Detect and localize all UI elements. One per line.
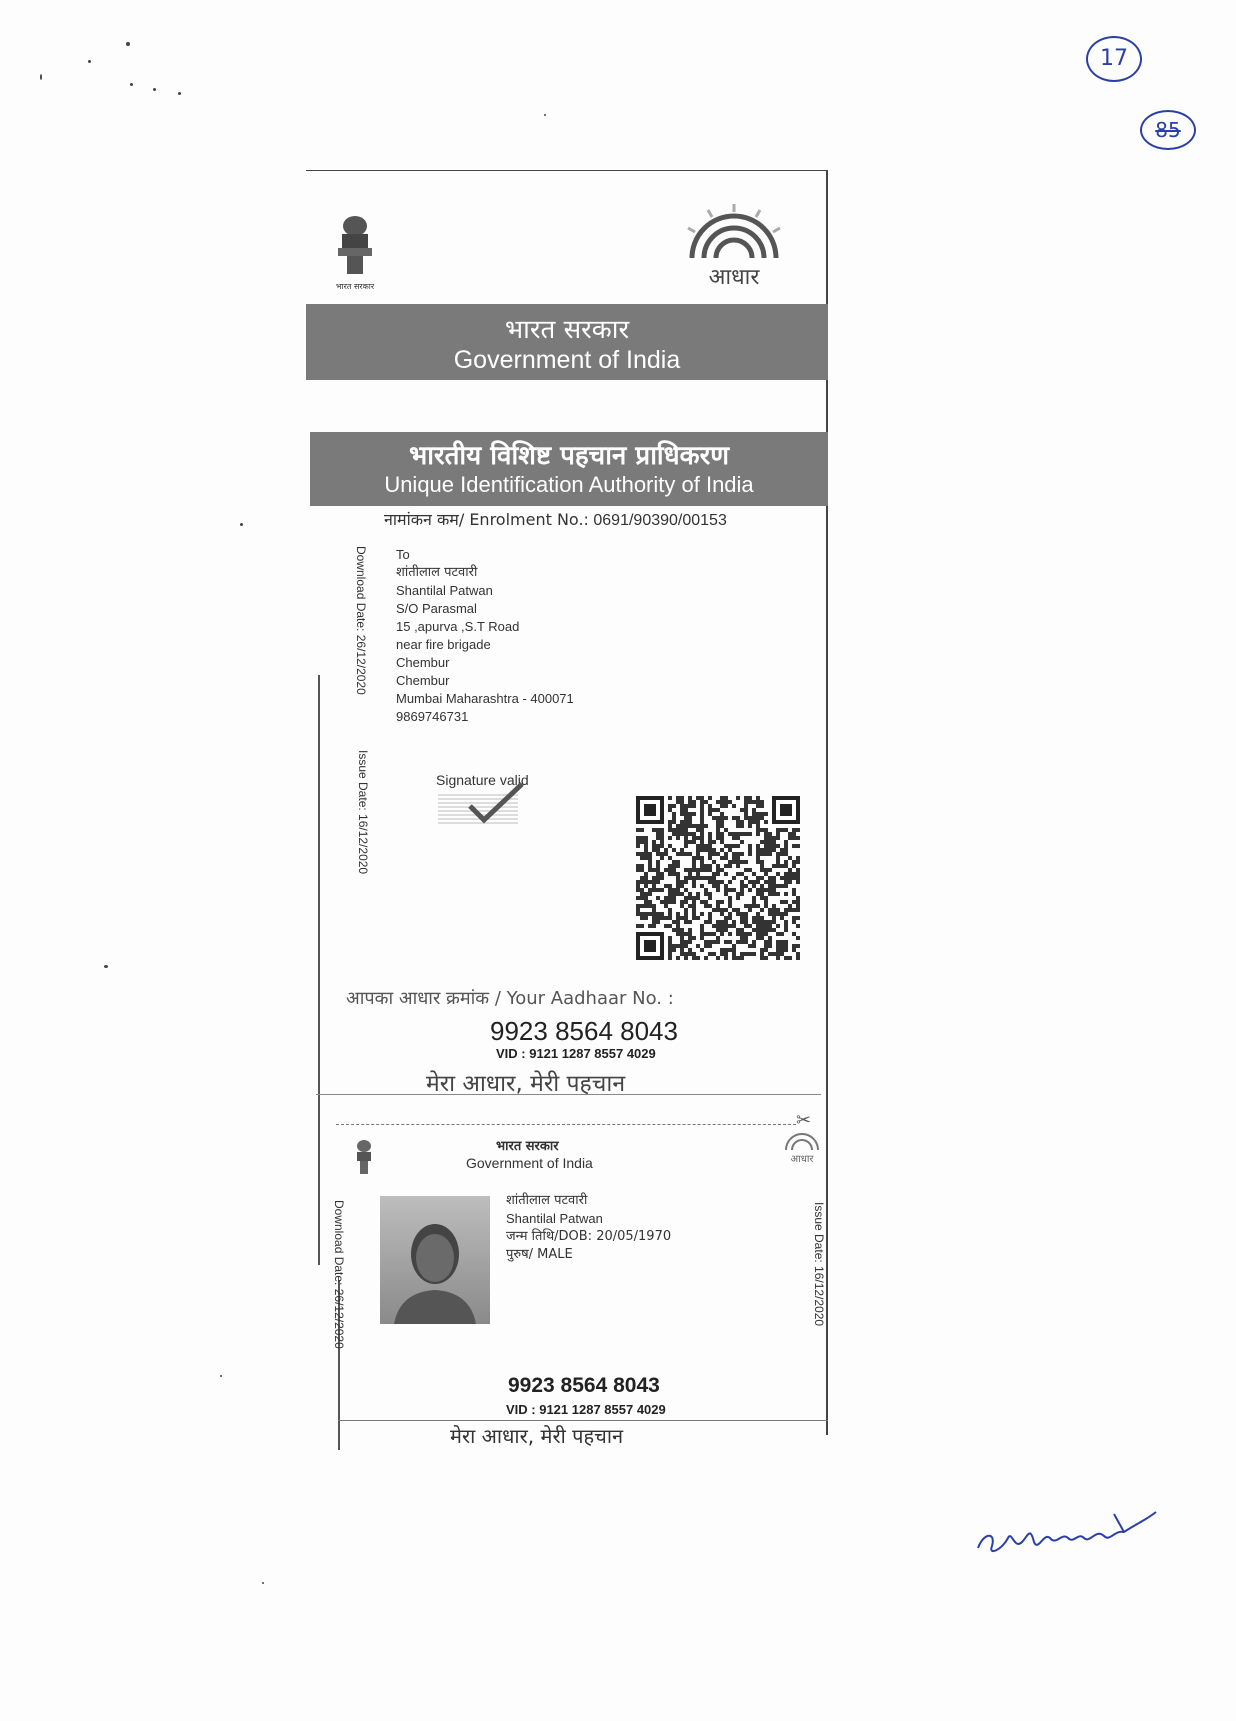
handwritten-signature xyxy=(974,1502,1160,1562)
signature-block xyxy=(436,772,546,832)
address-line-1: 15 ,apurva ,S.T Road xyxy=(396,619,520,634)
cutout-gender: पुरुष/ MALE xyxy=(506,1247,573,1262)
national-emblem xyxy=(330,212,380,290)
emblem-caption: भारत सरकार xyxy=(335,282,375,291)
checkmark-icon xyxy=(466,780,526,824)
cutout-name-hindi: शांतीलाल पटवारी xyxy=(506,1193,588,1208)
cutout-gov-hindi: भारत सरकार xyxy=(496,1139,559,1154)
uidai-band xyxy=(310,432,828,506)
aadhaar-logo-text: आधार xyxy=(708,265,760,290)
holder-photo xyxy=(380,1196,490,1324)
cutout-dob: जन्म तिथि/DOB: 20/05/1970 xyxy=(506,1229,672,1244)
cutout-aadhaar-logo xyxy=(780,1132,824,1165)
address-line-2: near fire brigade xyxy=(396,637,491,652)
aadhaar-letter xyxy=(306,170,828,1450)
cutout-vid: VID : 9121 1287 8557 4029 xyxy=(506,1402,666,1417)
scissors-icon: ✂ xyxy=(796,1110,812,1130)
address-line-3: Chembur xyxy=(396,655,450,670)
cutout-gov-english: Government of India xyxy=(466,1155,593,1171)
cutout-details xyxy=(506,1192,671,1264)
cutout-issue-date: Issue Date: 16/12/2020 xyxy=(812,1202,826,1327)
cut-line xyxy=(336,1124,796,1125)
uidai-english: Unique Identification Authority of India xyxy=(384,472,754,497)
download-date: Download Date: 26/12/2020 xyxy=(354,546,368,695)
aadhaar-fingerprint-icon xyxy=(678,202,790,258)
uidai-hindi: भारतीय विशिष्ट पहचान प्राधिकरण xyxy=(408,441,730,471)
government-band xyxy=(306,304,828,380)
cutout-aadhaar-number: 9923 8564 8043 xyxy=(508,1374,660,1397)
emblem-icon xyxy=(330,212,380,276)
aadhaar-vid: VID : 9121 1287 8557 4029 xyxy=(496,1046,656,1061)
person-icon xyxy=(380,1196,490,1324)
enrolment-line xyxy=(384,508,727,530)
signature-label: Signature valid xyxy=(436,772,529,788)
enrolment-number: 0691/90390/00153 xyxy=(593,512,727,529)
aadhaar-number-label: आपका आधार क्रमांक / Your Aadhaar No. : xyxy=(346,988,674,1009)
address-block xyxy=(396,546,574,726)
address-name: Shantilal Patwan xyxy=(396,583,493,598)
aadhaar-number: 9923 8564 8043 xyxy=(490,1016,678,1046)
aadhaar-logo xyxy=(678,202,790,290)
cutout-download-date: Download Date: 26/12/2020 xyxy=(332,1200,346,1349)
cutout-fingerprint-icon xyxy=(782,1132,822,1150)
cutout-emblem-icon xyxy=(352,1138,376,1176)
aadhaar-slogan: मेरा आधार, मेरी पहचान xyxy=(426,1071,626,1097)
address-to: To xyxy=(396,547,410,562)
address-line-5: Mumbai Maharashtra - 400071 xyxy=(396,691,574,706)
qr-code xyxy=(636,796,802,962)
struck-page-number-circle: 85 xyxy=(1140,110,1196,150)
address-relation: S/O Parasmal xyxy=(396,601,477,616)
cutout-name: Shantilal Patwan xyxy=(506,1211,603,1226)
gov-hindi: भारत सरकार xyxy=(504,315,630,345)
address-line-4: Chembur xyxy=(396,673,450,688)
address-name-hindi: शांतीलाल पटवारी xyxy=(396,565,478,580)
cutout-logo-text: आधार xyxy=(790,1154,814,1165)
gov-english: Government of India xyxy=(453,346,681,374)
page-number-circle: 17 xyxy=(1086,36,1142,82)
cutout-slogan: मेरा आधार, मेरी पहचान xyxy=(450,1424,624,1448)
issue-date: Issue Date: 16/12/2020 xyxy=(356,750,370,875)
enrolment-label: नामांकन कम/ Enrolment No.: xyxy=(384,510,589,529)
address-phone: 9869746731 xyxy=(396,709,469,724)
